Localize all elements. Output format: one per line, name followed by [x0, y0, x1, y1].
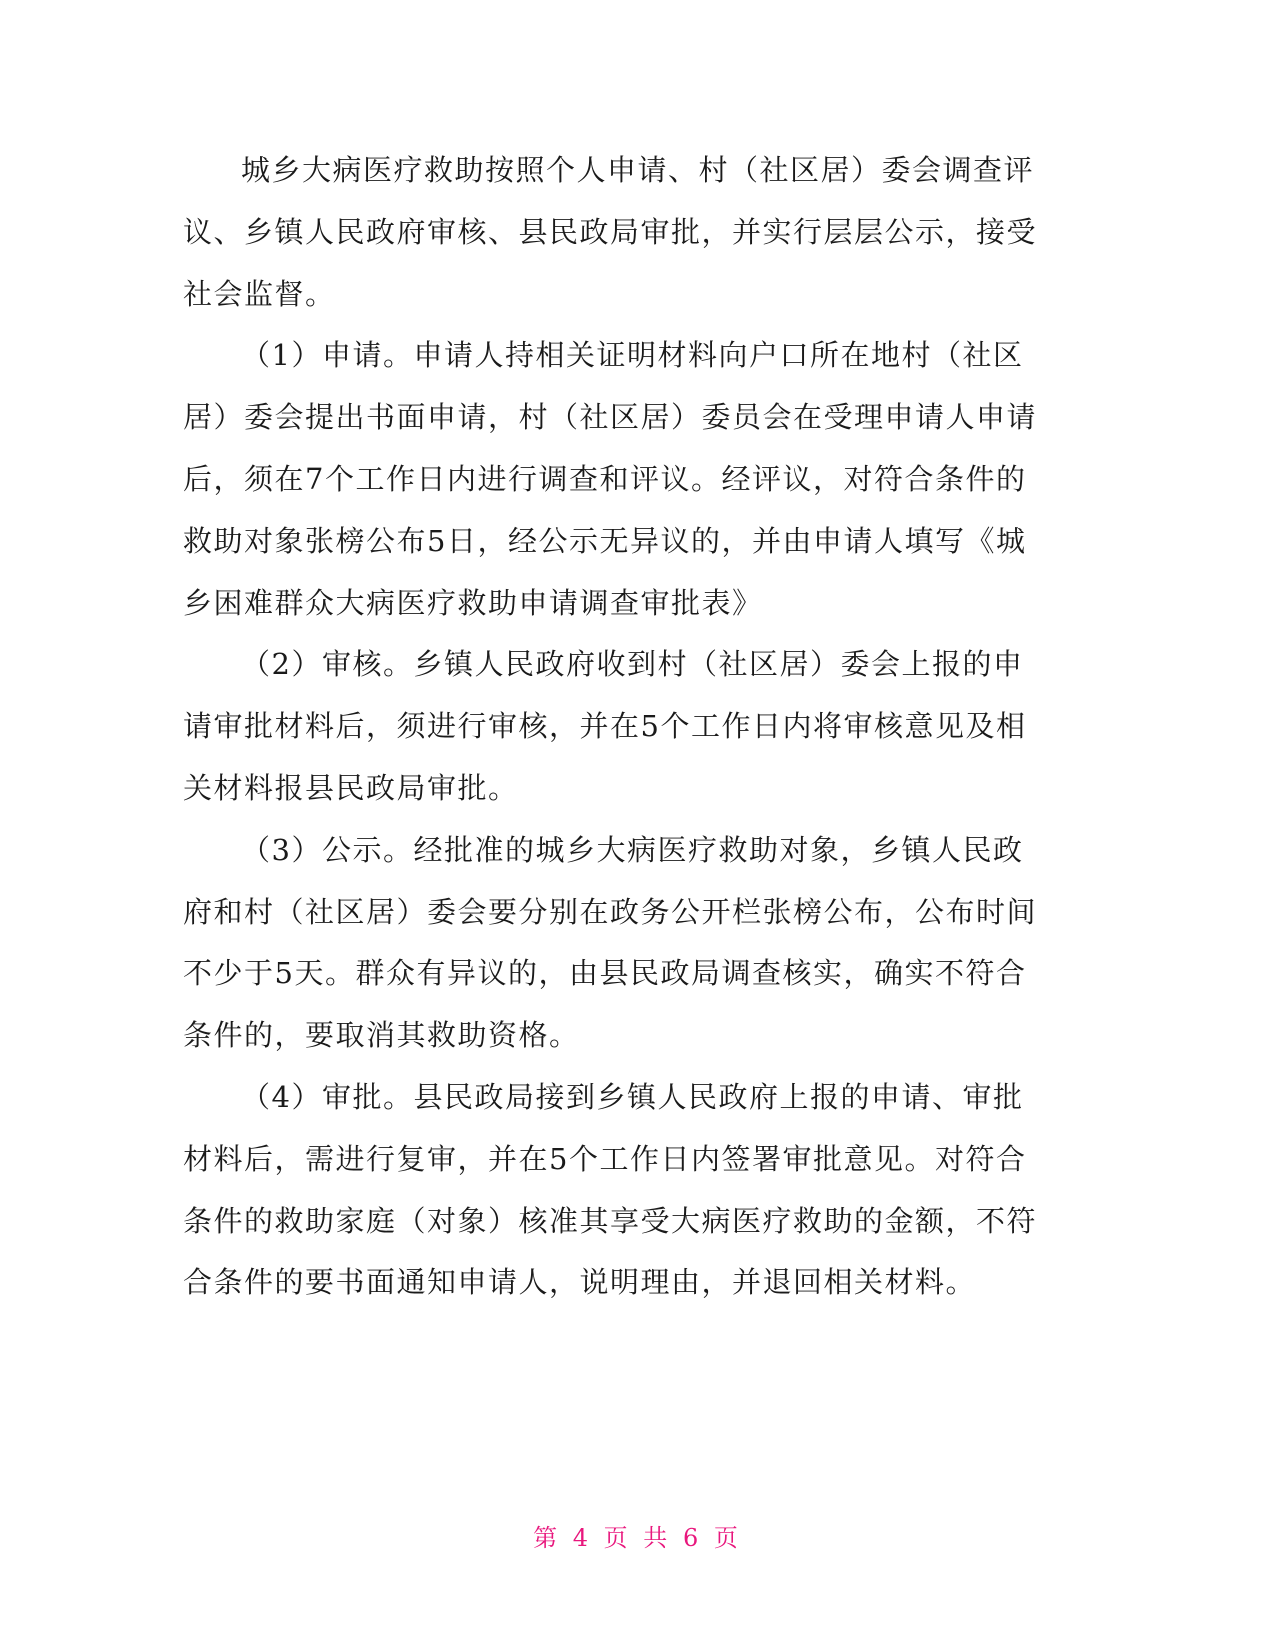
page-number-footer: 第 4 页 共 6 页	[533, 1524, 742, 1552]
paragraph-review: （2）审核。乡镇人民政府收到村（社区居）委会上报的申请审批材料后，须进行审核，并在5个工作日内将审核意见及相关材料报县民政局审批。	[183, 647, 1027, 805]
document-body	[183, 140, 1039, 1314]
paragraph-approval: （4）审批。县民政局接到乡镇人民政府上报的申请、审批材料后，需进行复审，并在5个工作日内签署审批意见。对符合条件的救助家庭（对象）核准其享受大病医疗救助的金额，不符合条件的要书面通知申请人，说明理由，并退回相关材料。	[183, 1079, 1038, 1300]
paragraph-application: （1）申请。申请人持相关证明材料向户口所在地村（社区居）委会提出书面申请，村（社区居）委员会在受理申请人申请后，须在7个工作日内进行调查和评议。经评议，对符合条件的救助对象张榜公布5日，经公示无异议的，并由申请人填写《城乡困难群众大病医疗救助申请调查审批表》	[183, 338, 1038, 620]
paragraph-intro: 城乡大病医疗救助按照个人申请、村（社区居）委会调查评议、乡镇人民政府审核、县民政局审批，并实行层层公示，接受社会监督。	[183, 153, 1038, 311]
paragraph-publicity: （3）公示。经批准的城乡大病医疗救助对象，乡镇人民政府和村（社区居）委会要分别在政务公开栏张榜公布，公布时间不少于5天。群众有异议的，由县民政局调查核实，确实不符合条件的，要取消其救助资格。	[183, 832, 1038, 1053]
